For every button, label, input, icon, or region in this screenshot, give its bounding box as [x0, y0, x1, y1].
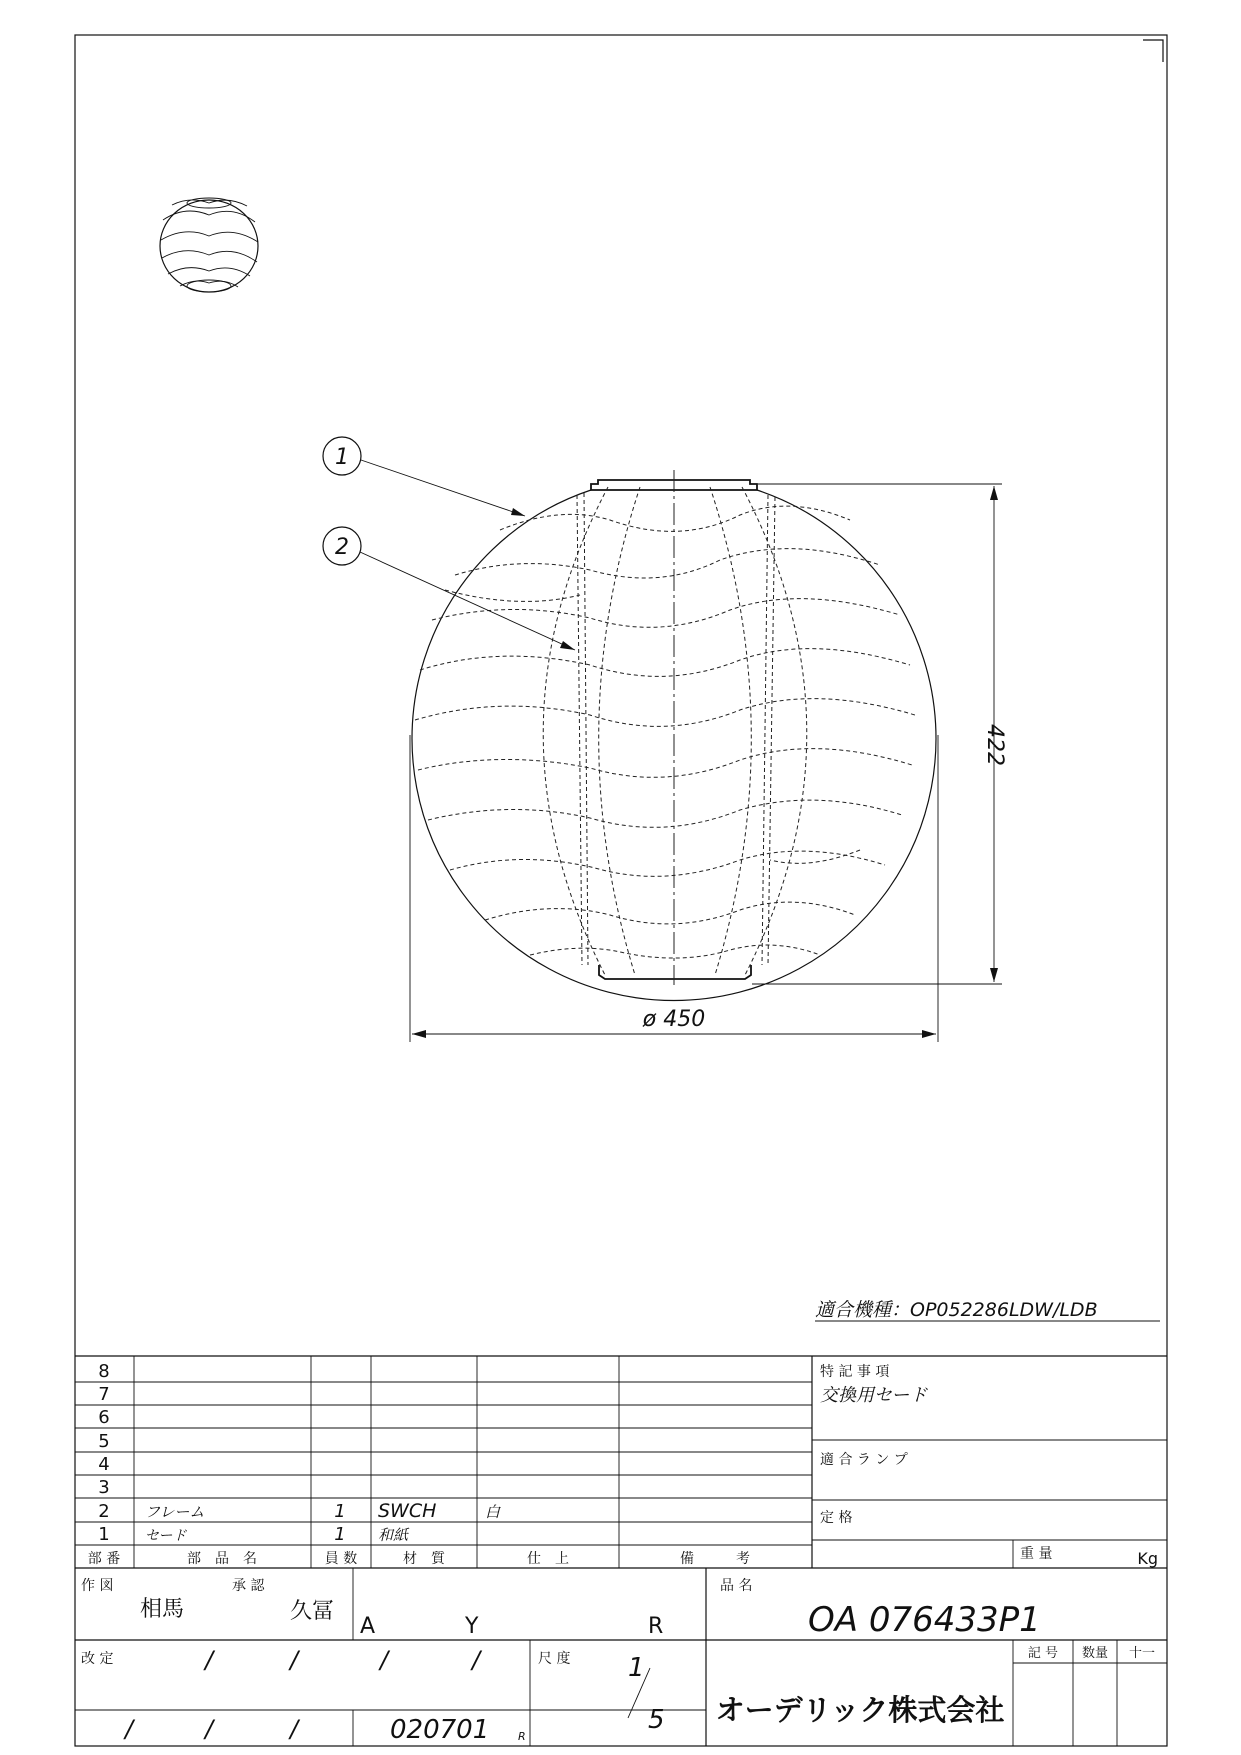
svg-text:3: 3 [98, 1477, 110, 1498]
svg-text:Y: Y [465, 1614, 479, 1639]
svg-text:2: 2 [98, 1501, 110, 1522]
shade-front-view [412, 470, 936, 1001]
part-row-2 [145, 1500, 501, 1522]
notes-panel [812, 1363, 1167, 1568]
svg-text:定 格: 定 格 [820, 1510, 853, 1526]
svg-text:改 定: 改 定 [81, 1651, 114, 1667]
svg-text:特 記 事 項: 特 記 事 項 [820, 1364, 890, 1380]
svg-text:7: 7 [98, 1384, 110, 1405]
svg-text:/: / [380, 1646, 389, 1674]
svg-text:員 数: 員 数 [324, 1551, 358, 1567]
svg-text:4: 4 [98, 1454, 110, 1475]
drawn-by: 相馬 [140, 1597, 185, 1622]
svg-text:重 量: 重 量 [1020, 1546, 1053, 1562]
svg-text:備 考: 備 考 [680, 1551, 750, 1567]
corner-mark [1143, 40, 1163, 62]
svg-text:交換用セード: 交換用セード [820, 1385, 928, 1406]
svg-text:/: / [472, 1646, 481, 1674]
svg-text:品 名: 品 名 [720, 1578, 753, 1594]
svg-text:6: 6 [98, 1407, 110, 1428]
parts-table [75, 1356, 1167, 1568]
svg-text:5: 5 [98, 1431, 110, 1452]
title-block [75, 1568, 1167, 1746]
svg-text:材 質: 材 質 [403, 1551, 445, 1567]
svg-text:承 認: 承 認 [232, 1578, 265, 1594]
height-value: 422 [982, 724, 1007, 766]
svg-text:SWCH: SWCH [378, 1500, 437, 1522]
svg-text:8: 8 [98, 1361, 110, 1382]
svg-text:Kg: Kg [1137, 1549, 1158, 1568]
svg-text:/: / [205, 1646, 214, 1674]
svg-text:1: 1 [98, 1524, 110, 1545]
approved-by: 久冨 [290, 1599, 335, 1624]
svg-text:A: A [360, 1614, 376, 1639]
sheet-border [75, 35, 1167, 1746]
svg-text:5: 5 [648, 1705, 665, 1735]
svg-text:1: 1 [628, 1653, 645, 1683]
svg-text:1: 1 [334, 1501, 346, 1522]
svg-text:1: 1 [335, 445, 349, 470]
svg-text:十一: 十一 [1128, 1646, 1156, 1661]
svg-text:和紙: 和紙 [378, 1526, 409, 1544]
svg-text:2: 2 [335, 535, 349, 560]
svg-text:部 品 名: 部 品 名 [187, 1551, 257, 1567]
svg-text:作 図: 作 図 [81, 1578, 114, 1594]
svg-text:仕 上: 仕 上 [527, 1551, 569, 1567]
svg-text:/: / [125, 1715, 134, 1743]
svg-text:数量: 数量 [1081, 1646, 1109, 1661]
bottom-rim [599, 965, 751, 979]
svg-text:/: / [290, 1646, 299, 1674]
height-dimension [752, 484, 1007, 984]
svg-text:記 号: 記 号 [1027, 1646, 1059, 1661]
svg-text:セード: セード [145, 1528, 187, 1544]
svg-text:白: 白 [485, 1503, 501, 1521]
diameter-value: ø 450 [642, 1007, 706, 1032]
svg-text:/: / [205, 1715, 214, 1743]
compatible-model: 適合機種：OP052286LDW/LDB [815, 1299, 1098, 1321]
balloon-2 [323, 527, 575, 650]
svg-text:フレーム: フレーム [145, 1503, 205, 1521]
company-name: オーデリック株式会社 [715, 1693, 1005, 1727]
svg-text:尺 度: 尺 度 [538, 1651, 571, 1667]
balloon-1 [323, 437, 525, 516]
svg-text:適 合 ラ ン プ: 適 合 ラ ン プ [820, 1452, 908, 1468]
svg-text:1: 1 [334, 1524, 346, 1545]
svg-text:/: / [290, 1715, 299, 1743]
svg-text:R: R [518, 1730, 526, 1743]
svg-text:R: R [648, 1614, 664, 1639]
revision-date: 020701 [390, 1715, 490, 1745]
svg-text:部 番: 部 番 [87, 1551, 121, 1567]
part-row-1 [145, 1524, 410, 1545]
shade-thumbnail [160, 198, 258, 292]
product-code: OA 076433P1 [808, 1600, 1041, 1640]
